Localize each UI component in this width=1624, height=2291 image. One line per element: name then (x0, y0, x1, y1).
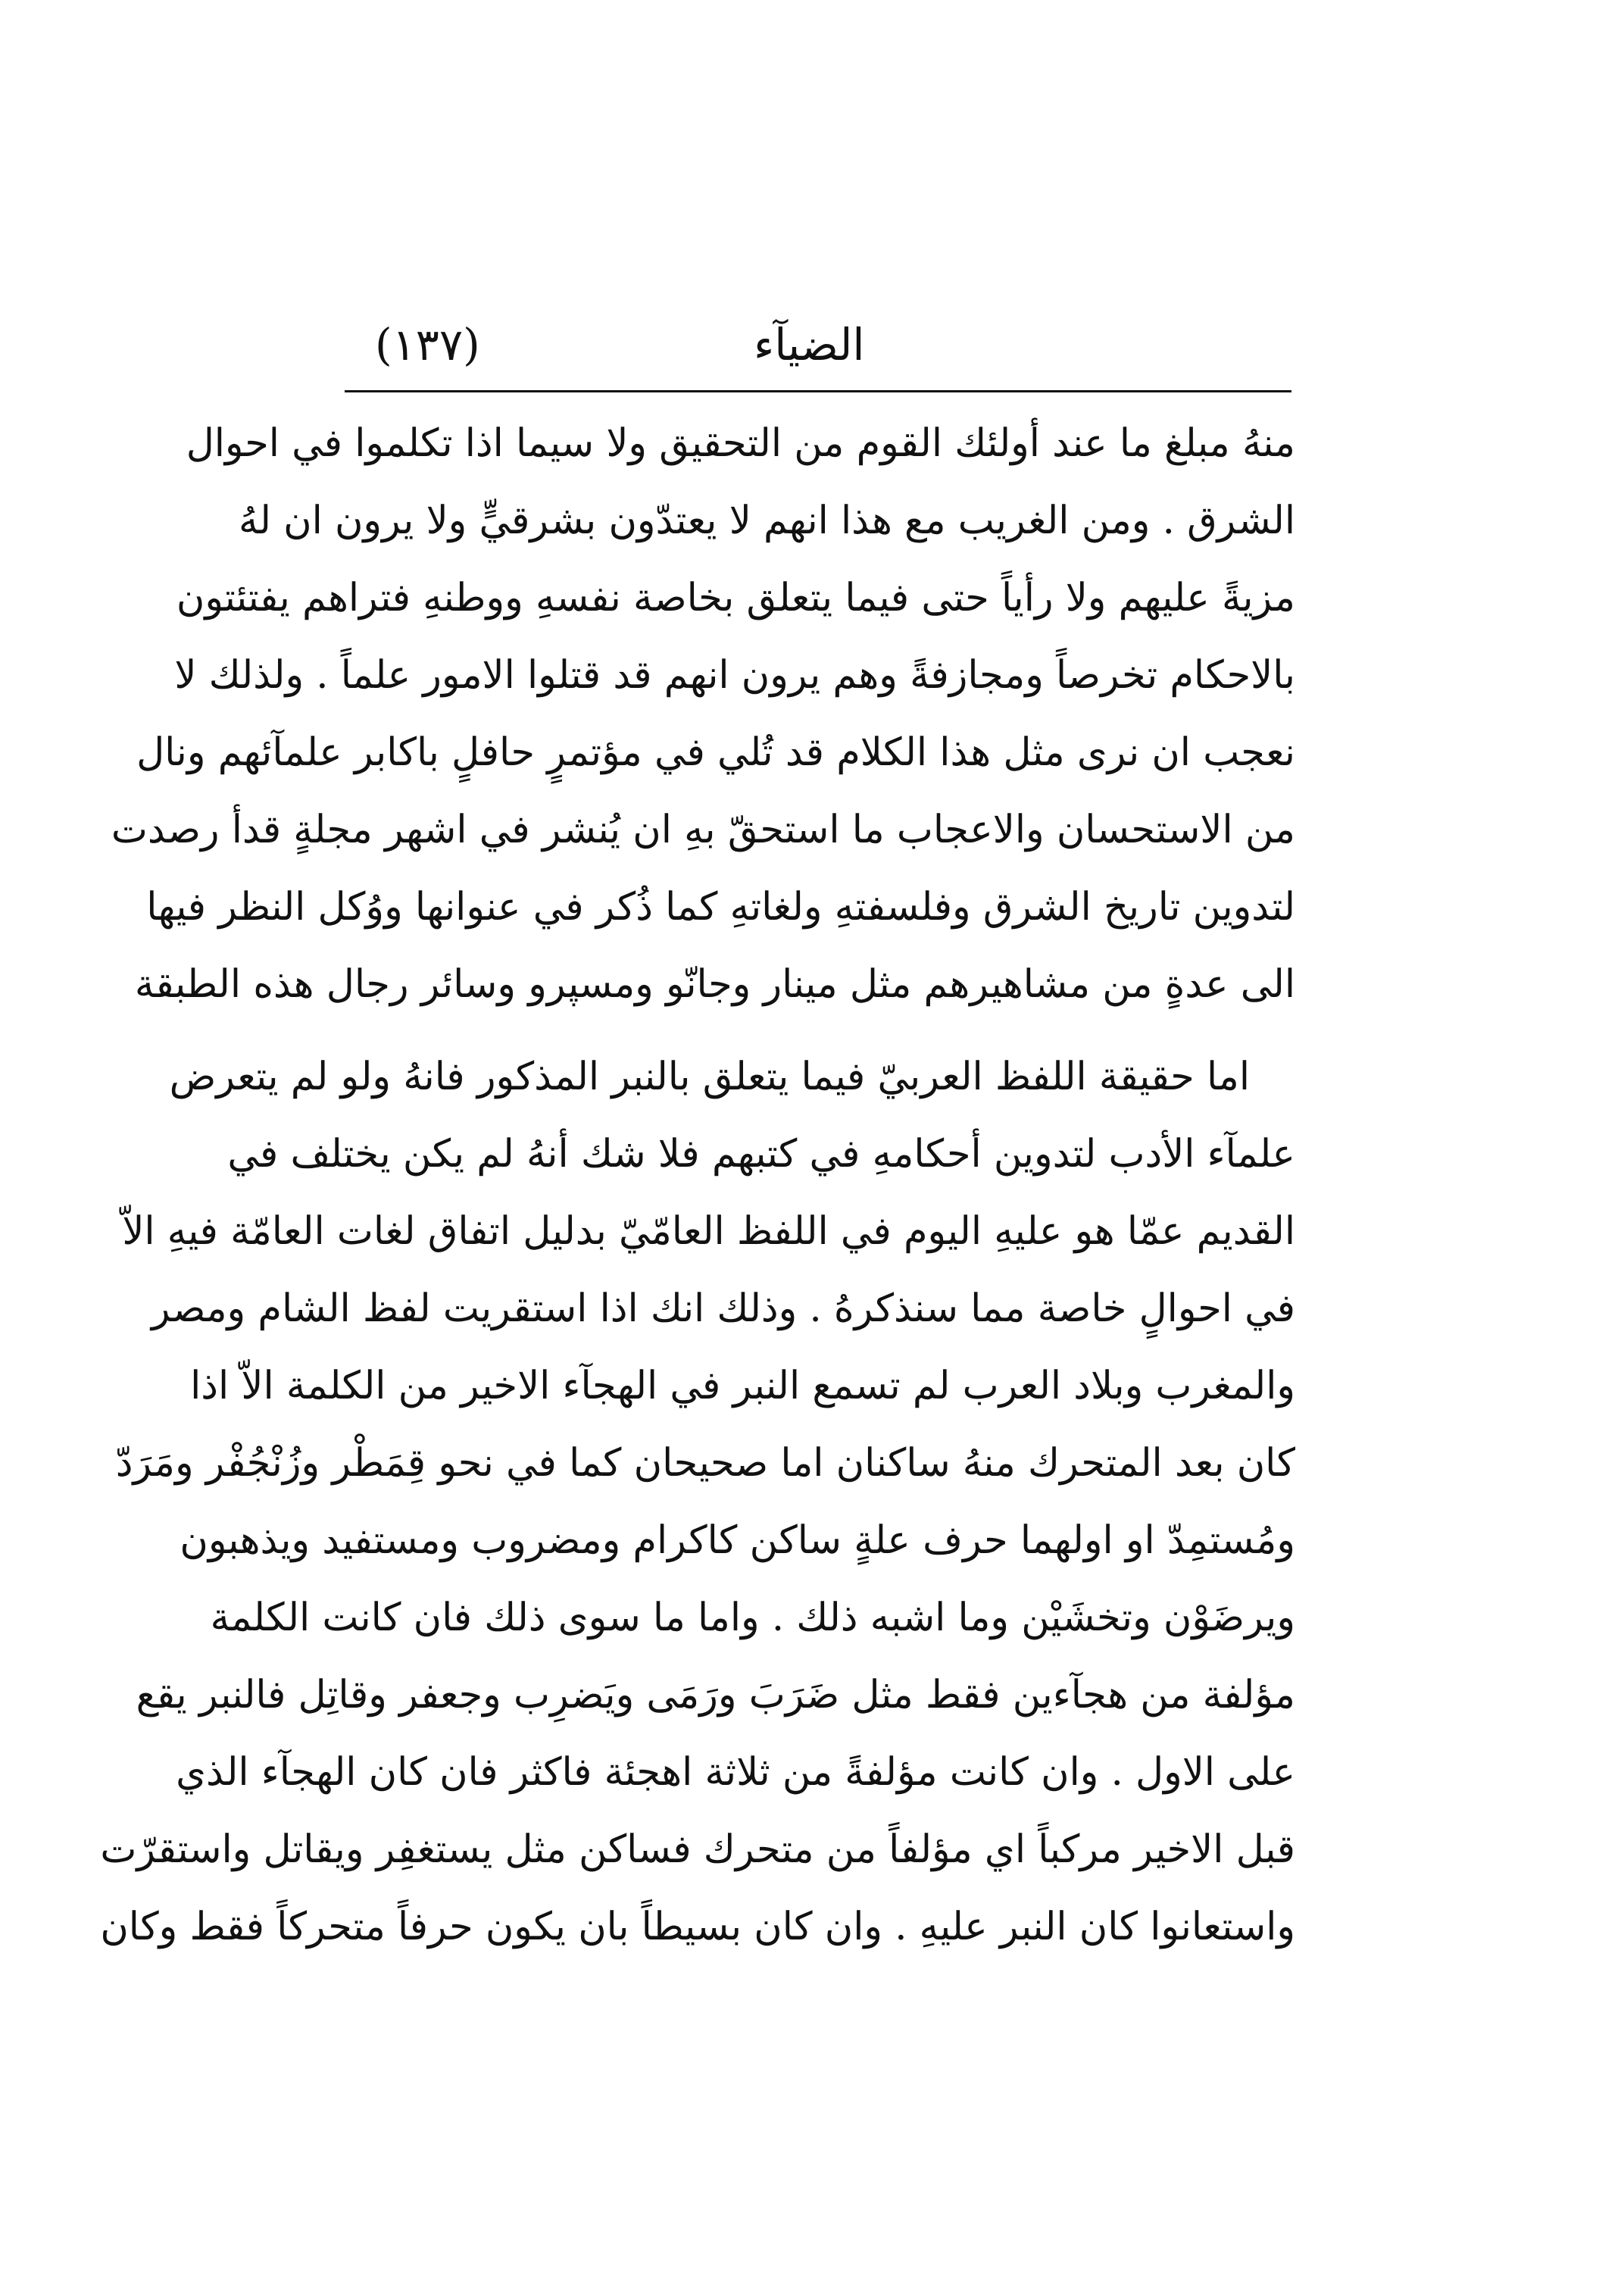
text-line: في احوالٍ خاصة مما سنذكرهُ . وذلك انك اذا استقريت لفظ الشام ومصر (151, 1286, 1295, 1331)
text-line: من الاستحسان والاعجاب ما استحقّ بهِ ان يُنشر في اشهر مجلةٍ قدأ رصدت (111, 808, 1295, 852)
text-line: على الاول . وان كانت مؤلفةً من ثلاثة اهجئة فاكثر فان كان الهجآء الذي (176, 1750, 1295, 1795)
text-line: مزيةً عليهم ولا رأياً حتى فيما يتعلق بخاصة نفسهِ ووطنهِ فتراهم يفتئتون (176, 576, 1295, 620)
header-rule (345, 390, 1291, 392)
text-line: نعجب ان نرى مثل هذا الكلام قد تُلي في مؤتمرٍ حافلٍ باكابر علمآئهم ونال (136, 730, 1295, 775)
text-line: اما حقيقة اللفظ العربيّ فيما يتعلق بالنبر المذكور فانهُ ولو لم يتعرض (169, 1055, 1250, 1099)
paragraph (100, 1039, 1295, 1966)
text-line: ويرضَوْن وتخشَيْن وما اشبه ذلك . واما ما سوى ذلك فان كانت الكلمة (210, 1596, 1295, 1640)
text-line: الشرق . ومن الغريب مع هذا انهم لا يعتدّون بشرقيٍّ ولا يرون ان لهُ (239, 499, 1295, 543)
paragraph-gap (342, 1024, 1295, 1039)
text-line: الى عدةٍ من مشاهيرهم مثل مينار وجانّو ومسپرو وسائر رجال هذه الطبقة (134, 962, 1295, 1007)
text-line: منهُ مبلغ ما عند أولئك القوم من التحقيق ولا سيما اذا تكلموا في احوال (186, 421, 1295, 466)
text-line: والمغرب وبلاد العرب لم تسمع النبر في الهجآء الاخير من الكلمة الاّ اذا (190, 1364, 1295, 1408)
text-line: ومُستمِدّ او اولهما حرف علةٍ ساكن كاكرام ومضروب ومستفيد ويذهبون (180, 1518, 1295, 1563)
page-number: (١٣٧) (375, 319, 480, 370)
text-line: بالاحكام تخرصاً ومجازفةً وهم يرون انهم قد قتلوا الامور علماً . ولذلك لا (174, 653, 1295, 698)
paragraph (111, 405, 1295, 1024)
body-text (100, 405, 1295, 1966)
text-line: واستعانوا كان النبر عليهِ . وان كان بسيطاً بان يكون حرفاً متحركاً فقط وكان (100, 1905, 1295, 1949)
running-title: الضيآء (754, 319, 865, 370)
page-header (345, 307, 1291, 390)
text-line: القديم عمّا هو عليهِ اليوم في اللفظ العامّيّ بدليل اتفاق لغات العامّة فيهِ الاّ (122, 1209, 1295, 1254)
text-line: كان بعد المتحرك منهُ ساكنان اما صحيحان كما في نحو قِمَطْر وزُنْجُفْر ومَرَدّ (115, 1441, 1295, 1486)
text-line: مؤلفة من هجآءين فقط مثل ضَرَبَ ورَمَى ويَضرِب وجعفر وقاتِل فالنبر يقع (136, 1673, 1295, 1717)
text-line: قبل الاخير مركباً اي مؤلفاً من متحرك فساكن مثل يستغفِر ويقاتل واستقرّت (100, 1827, 1295, 1872)
text-line: علمآء الأدب لتدوين أحكامهِ في كتبهم فلا شك أنهُ لم يكن يختلف في (227, 1132, 1295, 1177)
text-line: لتدوين تاريخ الشرق وفلسفتهِ ولغاتهِ كما ذُكر في عنوانها ووُكل النظر فيها (146, 885, 1295, 930)
